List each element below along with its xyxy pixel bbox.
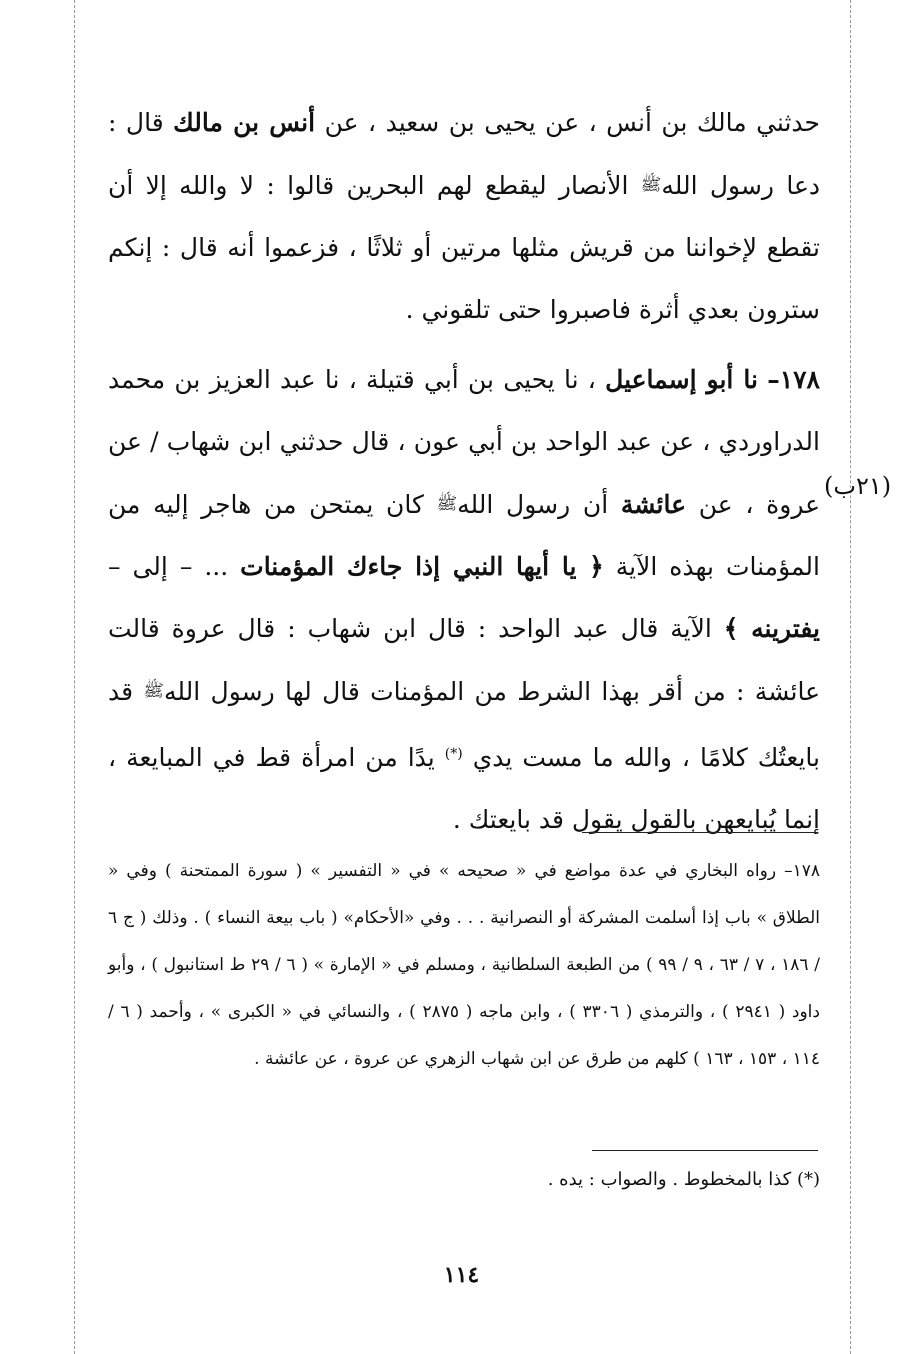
footnote-separator: [592, 1150, 818, 1151]
margin-guide-line: [74, 0, 75, 1354]
manuscript-note: (*) كذا بالمخطوط . والصواب : يده .: [547, 1169, 820, 1190]
quran-verse: يفترينه ﴾: [723, 614, 821, 643]
narrator-name: أنس بن مالك: [173, 108, 316, 137]
quran-verse: ﴿ يا أيها النبي إذا جاءك المؤمنات: [240, 552, 604, 581]
footnotes: [108, 848, 820, 1083]
hadith-text: الأنصار ليقطع لهم البحرين قالوا : لا والله إلا أن تقطع لإخواننا من قريش مثلها مرتين أو ثلاثًا ، فزعموا أنه قال : إنكم سترون بعدي أثرة فاصبروا حتى تلقوني .: [108, 171, 820, 324]
narrator-name: عائشة: [620, 490, 687, 519]
footnote-marker: (*): [444, 746, 463, 762]
hadith-previous-paragraph: [108, 92, 820, 341]
hadith-number: ١٧٨–: [767, 365, 820, 394]
footnote-separator: [582, 832, 818, 833]
footnote-178: ١٧٨– رواه البخاري في عدة مواضع في « صحيحه » في « التفسير » ( سورة الممتحنة ) وفي « الطلاق » باب إذا أسلمت المشركة أو النصرانية . . . وفي «الأحكام» ( باب بيعة النساء ) . وذلك ( ج ٦ / ١٨٦ ، ٧ / ٦٣ ، ٩ / ٩٩ ) من الطبعة السلطانية ، ومسلم في « الإمارة » ( ٦ / ٢٩ ط استانبول ) ، وأبو داود ( ٢٩٤١ ) ، والترمذي ( ٣٣٠٦ ) ، وابن ماجه ( ٢٨٧٥ ) ، والنسائي في « الكبرى » ، وأحمد ( ٦ / ١١٤ ، ١٥٣ ، ١٦٣ ) كلهم من طرق عن ابن شهاب الزهري عن عروة ، عن عائشة .: [108, 861, 820, 1069]
hadith-text: ، نا يحيى بن أبي قتيلة ، نا عبد العزيز بن محمد الدراوردي ، عن عبد الواحد بن أبي عون ، قال حدثني ابن شهاب / عن عروة ، عن: [108, 365, 821, 519]
hadith-text: حدثني مالك بن أنس ، عن يحيى بن سعيد ، عن: [324, 108, 820, 137]
hadith-text: قال : دعا رسول الله: [108, 108, 820, 200]
hadith-text: قد بايعتُك كلامًا ، والله ما مست يدي: [108, 677, 820, 772]
salawat-glyph: ﷺ: [143, 681, 164, 701]
salawat-glyph: ﷺ: [640, 175, 662, 195]
page-number: ١١٤: [443, 1262, 480, 1288]
isnad-start: نا أبو إسماعيل: [605, 365, 758, 394]
margin-guide-line: [850, 0, 851, 1354]
hadith-text: ... – إلى –: [108, 552, 229, 581]
hadith-text: يدًا من امرأة قط في المبايعة ، إنما يُبايعهن بالقول يقول قد بايعتك .: [108, 743, 820, 834]
hadith-text: كان يمتحن من هاجر إليه من المؤمنات بهذه الآية: [108, 490, 821, 581]
salawat-glyph: ﷺ: [436, 494, 458, 514]
hadith-text: الآية قال عبد الواحد : قال ابن شهاب : قال عروة قالت عائشة : من أقر بهذا الشرط من المؤمنات قال لها رسول الله: [108, 614, 820, 706]
hadith-178-paragraph: [108, 349, 820, 851]
hadith-text: أن رسول الله: [457, 490, 609, 519]
main-text: [108, 92, 820, 851]
manuscript-folio-marker: (٢١ب): [824, 472, 892, 500]
